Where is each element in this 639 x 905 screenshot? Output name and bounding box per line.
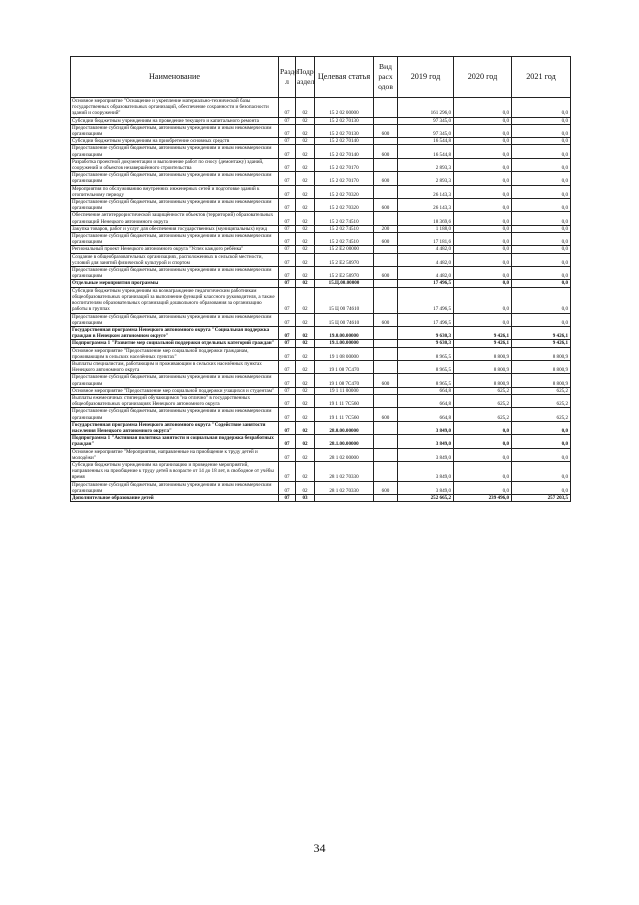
row-2020: 0,0 <box>454 253 512 266</box>
row-2020: 0,0 <box>454 461 512 481</box>
row-name: Мероприятия по обслуживанию внутренних инженерных сетей и подготовке зданий к отопительному периоду <box>71 185 279 198</box>
row-2021: 0,0 <box>512 313 571 326</box>
row-2021: 0,0 <box>512 145 571 158</box>
row-name: Отдельные мероприятия программы <box>71 280 279 287</box>
row-name: Государственная программа Ненецкого автономного округа "Социальная поддержка граждан в Ненецком автономном округе" <box>71 326 279 339</box>
row-2020: 9 426,1 <box>454 326 512 339</box>
row-2019: 4 482,0 <box>398 246 454 253</box>
row-target: 19 1 11 00000 <box>315 387 374 394</box>
table-row <box>71 394 571 407</box>
row-podrazdel: 02 <box>296 313 315 326</box>
row-vid <box>374 435 398 448</box>
row-2021: 0,0 <box>512 185 571 198</box>
row-vid <box>374 448 398 461</box>
table-row <box>71 253 571 266</box>
row-razdel: 07 <box>279 448 296 461</box>
row-name: Предоставление субсидий бюджетным, автономным учреждениям и иным некоммерческим организациям <box>71 145 279 158</box>
row-2019: 664,8 <box>398 387 454 394</box>
row-2020: 0,0 <box>454 145 512 158</box>
row-podrazdel: 02 <box>296 387 315 394</box>
row-vid <box>374 326 398 339</box>
row-vid: 600 <box>374 313 398 326</box>
row-vid <box>374 360 398 373</box>
row-razdel: 07 <box>279 340 296 347</box>
row-target: 19 1 11 7С560 <box>315 394 374 407</box>
row-vid <box>374 347 398 360</box>
row-2019: 8 965,5 <box>398 360 454 373</box>
row-vid: 600 <box>374 233 398 246</box>
row-razdel: 07 <box>279 124 296 137</box>
row-vid: 600 <box>374 374 398 387</box>
row-2020: 0,0 <box>454 246 512 253</box>
row-vid <box>374 138 398 145</box>
row-razdel: 07 <box>279 172 296 185</box>
row-name: Субсидии бюджетным учреждениям на вознаграждение педагогическим работникам общеобразовательных организаций за выполнение функций классного руководителя, а также воспитателям образовательных организаций дошкольного образования за организацию работы в группах <box>71 287 279 313</box>
row-razdel: 07 <box>279 387 296 394</box>
row-2021: 8 800,9 <box>512 360 571 373</box>
table-row <box>71 448 571 461</box>
row-2021: 8 800,9 <box>512 347 571 360</box>
row-podrazdel: 02 <box>296 435 315 448</box>
row-target: 15 Ц 00 74610 <box>315 313 374 326</box>
row-2021: 0,0 <box>512 199 571 212</box>
table-row <box>71 98 571 118</box>
row-2021: 0,0 <box>512 481 571 494</box>
row-vid: 600 <box>374 199 398 212</box>
row-name: Предоставление субсидий бюджетным, автономным учреждениям и иным некоммерческим организациям <box>71 313 279 326</box>
row-podrazdel: 03 <box>296 494 315 501</box>
row-vid: 600 <box>374 408 398 421</box>
row-podrazdel: 02 <box>296 225 315 232</box>
row-2019: 3 849,0 <box>398 461 454 481</box>
row-vid <box>374 185 398 198</box>
table-row <box>71 347 571 360</box>
row-target: 28 1 02 70330 <box>315 481 374 494</box>
row-2020: 0,0 <box>454 199 512 212</box>
row-2021: 0,0 <box>512 117 571 124</box>
row-2021: 0,0 <box>512 267 571 280</box>
row-target: 15 2 02 70130 <box>315 117 374 124</box>
row-2020: 8 800,9 <box>454 374 512 387</box>
row-target: 15 2 E2 50970 <box>315 253 374 266</box>
row-2020: 8 800,9 <box>454 347 512 360</box>
row-vid <box>374 158 398 171</box>
row-2020: 9 426,1 <box>454 340 512 347</box>
row-2020: 625,2 <box>454 408 512 421</box>
table-row <box>71 158 571 171</box>
row-2021: 257 203,5 <box>512 494 571 501</box>
row-razdel: 07 <box>279 158 296 171</box>
row-name: Подпрограмма 1 "Активная политика занятости и социальная поддержка безработных граждан" <box>71 435 279 448</box>
row-vid <box>374 117 398 124</box>
table-row <box>71 225 571 232</box>
row-2020: 0,0 <box>454 435 512 448</box>
row-2021: 0,0 <box>512 287 571 313</box>
row-podrazdel: 02 <box>296 481 315 494</box>
page-number: 34 <box>313 841 326 855</box>
row-vid: 200 <box>374 225 398 232</box>
row-podrazdel: 02 <box>296 326 315 339</box>
row-podrazdel: 02 <box>296 267 315 280</box>
row-2020: 239 496,0 <box>454 494 512 501</box>
row-target: 15 2 02 70140 <box>315 138 374 145</box>
row-2019: 2 893,3 <box>398 158 454 171</box>
row-target: 19 1 08 00000 <box>315 347 374 360</box>
row-2021: 8 800,9 <box>512 374 571 387</box>
row-razdel: 07 <box>279 185 296 198</box>
row-name: Предоставление субсидий бюджетным, автономным учреждениям и иным некоммерческим организациям <box>71 374 279 387</box>
row-target: 28.0.00.00000 <box>315 421 374 434</box>
table-row <box>71 326 571 339</box>
row-podrazdel: 02 <box>296 172 315 185</box>
row-name: Предоставление субсидий бюджетным, автономным учреждениям и иным некоммерческим организациям <box>71 233 279 246</box>
row-2019: 17 496,5 <box>398 280 454 287</box>
row-2021: 0,0 <box>512 212 571 225</box>
row-name: Государственная программа Ненецкого автономного округа "Содействие занятости населения Ненецкого автономного округа" <box>71 421 279 434</box>
row-name: Основное мероприятие "Оснащение и укрепление материально-технической базы государственных образовательных организаций, обеспечение сохранности и безопасности зданий и сооружений" <box>71 98 279 118</box>
row-target: 28 1 02 70330 <box>315 461 374 481</box>
row-2020: 0,0 <box>454 481 512 494</box>
row-razdel: 07 <box>279 326 296 339</box>
row-name: Предоставление субсидий бюджетным, автономным учреждениям и иным некоммерческим организациям <box>71 267 279 280</box>
row-target: 15 2 E2 50970 <box>315 267 374 280</box>
row-vid <box>374 280 398 287</box>
row-razdel: 07 <box>279 145 296 158</box>
row-name: Субсидии бюджетным учреждениям на приобретение основных средств <box>71 138 279 145</box>
row-2019: 2 893,3 <box>398 172 454 185</box>
row-name: Предоставление субсидий бюджетным, автономным учреждениям и иным некоммерческим организациям <box>71 199 279 212</box>
header-2020: 2020 год <box>454 57 512 98</box>
row-podrazdel: 02 <box>296 124 315 137</box>
row-name: Создание в общеобразовательных организациях, расположенных в сельской местности, условий для занятий физической культурой и спортом <box>71 253 279 266</box>
row-podrazdel: 02 <box>296 145 315 158</box>
row-vid <box>374 494 398 501</box>
row-name: Предоставление субсидий бюджетным, автономным учреждениям и иным некоммерческим организациям <box>71 408 279 421</box>
row-2021: 0,0 <box>512 448 571 461</box>
row-name: Выплаты ежемесячных стипендий обучающимся "на отлично" в государственных общеобразовательных организациях Ненецкого автономного округа <box>71 394 279 407</box>
table-header-row <box>71 57 571 98</box>
row-2020: 0,0 <box>454 158 512 171</box>
row-2020: 0,0 <box>454 448 512 461</box>
row-2019: 26 143,3 <box>398 185 454 198</box>
row-2020: 0,0 <box>454 313 512 326</box>
row-name: Региональный проект Ненецкого автономного округа "Успех каждого ребёнка" <box>71 246 279 253</box>
row-vid <box>374 461 398 481</box>
row-2019: 26 143,3 <box>398 199 454 212</box>
row-target: 15 2 02 74510 <box>315 233 374 246</box>
row-podrazdel: 02 <box>296 347 315 360</box>
row-name: Предоставление субсидий бюджетным, автономным учреждениям и иным некоммерческим организациям <box>71 481 279 494</box>
row-2019: 97 345,0 <box>398 124 454 137</box>
table-row <box>71 340 571 347</box>
row-2019: 8 965,5 <box>398 347 454 360</box>
header-name: Наименование <box>71 57 279 98</box>
row-razdel: 07 <box>279 374 296 387</box>
row-target: 15 2 02 00000 <box>315 98 374 118</box>
row-podrazdel: 02 <box>296 199 315 212</box>
header-target: Целевая статья <box>315 57 374 98</box>
row-vid <box>374 340 398 347</box>
row-2021: 625,2 <box>512 387 571 394</box>
row-vid <box>374 98 398 118</box>
row-2021: 0,0 <box>512 461 571 481</box>
row-podrazdel: 02 <box>296 212 315 225</box>
row-target: 19.0.00.00000 <box>315 326 374 339</box>
row-2019: 18 369,6 <box>398 212 454 225</box>
row-2019: 16 544,8 <box>398 138 454 145</box>
row-2020: 0,0 <box>454 185 512 198</box>
row-2020: 0,0 <box>454 172 512 185</box>
row-2019: 8 965,5 <box>398 374 454 387</box>
row-razdel: 07 <box>279 233 296 246</box>
row-podrazdel: 02 <box>296 253 315 266</box>
row-target: 15 2 02 70170 <box>315 172 374 185</box>
row-2021: 0,0 <box>512 98 571 118</box>
row-name: Подпрограмма 1 "Развитие мер социальной поддержки отдельных категорий граждан" <box>71 340 279 347</box>
row-2020: 8 800,9 <box>454 360 512 373</box>
row-podrazdel: 02 <box>296 158 315 171</box>
row-2019: 3 849,0 <box>398 481 454 494</box>
row-2021: 625,2 <box>512 408 571 421</box>
row-2021: 0,0 <box>512 421 571 434</box>
row-vid <box>374 421 398 434</box>
row-2019: 9 630,3 <box>398 340 454 347</box>
row-2019: 664,8 <box>398 408 454 421</box>
budget-table <box>70 56 571 502</box>
row-razdel: 07 <box>279 481 296 494</box>
row-2020: 0,0 <box>454 212 512 225</box>
row-razdel: 07 <box>279 494 296 501</box>
row-name: Субсидии бюджетным учреждениям на организацию и проведение мероприятий, направленных на приобщение к труду детей в возрасте от 14 до 18 лет, в свободное от учёбы время <box>71 461 279 481</box>
row-podrazdel: 02 <box>296 287 315 313</box>
row-2019: 16 544,8 <box>398 145 454 158</box>
row-podrazdel: 02 <box>296 185 315 198</box>
row-2020: 0,0 <box>454 225 512 232</box>
row-target: 28 1 02 00000 <box>315 448 374 461</box>
row-target: 15 2 02 74510 <box>315 225 374 232</box>
row-name: Предоставление субсидий бюджетным, автономным учреждениям и иным некоммерческим организациям <box>71 124 279 137</box>
row-target: 15 2 02 70140 <box>315 145 374 158</box>
table-row <box>71 267 571 280</box>
row-razdel: 07 <box>279 199 296 212</box>
row-2021: 0,0 <box>512 435 571 448</box>
row-2020: 625,2 <box>454 394 512 407</box>
row-2019: 664,8 <box>398 394 454 407</box>
row-razdel: 07 <box>279 313 296 326</box>
row-vid <box>374 246 398 253</box>
row-2020: 0,0 <box>454 124 512 137</box>
row-target: 19 1 08 7С470 <box>315 360 374 373</box>
row-vid: 600 <box>374 124 398 137</box>
table-row <box>71 494 571 501</box>
row-target: 19.1.00.00000 <box>315 340 374 347</box>
row-razdel: 07 <box>279 98 296 118</box>
table-row <box>71 246 571 253</box>
row-2019: 161 296,0 <box>398 98 454 118</box>
header-razdel: Разде л <box>279 57 296 98</box>
table-row <box>71 421 571 434</box>
table-row <box>71 199 571 212</box>
row-2019: 1 188,0 <box>398 225 454 232</box>
row-vid <box>374 253 398 266</box>
row-vid <box>374 287 398 313</box>
table-row <box>71 117 571 124</box>
header-2021: 2021 год <box>512 57 571 98</box>
row-2020: 625,2 <box>454 387 512 394</box>
row-podrazdel: 02 <box>296 421 315 434</box>
row-razdel: 07 <box>279 280 296 287</box>
row-2021: 0,0 <box>512 124 571 137</box>
row-name: Основное мероприятие "Мероприятия, направленные на приобщение к труду детей и молодёжи" <box>71 448 279 461</box>
table-row <box>71 313 571 326</box>
row-razdel: 07 <box>279 461 296 481</box>
table-row <box>71 212 571 225</box>
row-vid: 600 <box>374 267 398 280</box>
row-vid <box>374 212 398 225</box>
row-razdel: 07 <box>279 421 296 434</box>
table-row <box>71 461 571 481</box>
row-razdel: 07 <box>279 267 296 280</box>
row-2021: 0,0 <box>512 246 571 253</box>
table-row <box>71 185 571 198</box>
row-target: 15 2 02 70320 <box>315 185 374 198</box>
row-2020: 0,0 <box>454 117 512 124</box>
row-podrazdel: 02 <box>296 461 315 481</box>
row-name: Основное мероприятие "Предоставление мер социальной поддержки учащихся и студентам" <box>71 387 279 394</box>
row-razdel: 07 <box>279 117 296 124</box>
row-razdel: 07 <box>279 253 296 266</box>
row-name: Предоставление субсидий бюджетным, автономным учреждениям и иным некоммерческим организациям <box>71 172 279 185</box>
row-2019: 4 482,0 <box>398 267 454 280</box>
row-target: 15 2 02 70320 <box>315 199 374 212</box>
row-2019: 97 345,0 <box>398 117 454 124</box>
row-name: Основное мероприятие "Предоставление мер социальной поддержки гражданам, проживающим в сельских населённых пунктах" <box>71 347 279 360</box>
table-row <box>71 374 571 387</box>
row-target: 19 1 08 7С470 <box>315 374 374 387</box>
table-row <box>71 233 571 246</box>
row-2019: 4 482,0 <box>398 253 454 266</box>
row-2019: 3 849,0 <box>398 421 454 434</box>
row-target <box>315 494 374 501</box>
table-row <box>71 481 571 494</box>
table-row <box>71 435 571 448</box>
row-razdel: 07 <box>279 246 296 253</box>
table-row <box>71 408 571 421</box>
row-name: Разработка проектной документации и выполнение работ по сносу (демонтажу) зданий, сооружений и объектов незавершённого строительства <box>71 158 279 171</box>
row-name: Дополнительное образование детей <box>71 494 279 501</box>
row-razdel: 07 <box>279 138 296 145</box>
row-razdel: 07 <box>279 394 296 407</box>
row-podrazdel: 02 <box>296 374 315 387</box>
row-podrazdel: 02 <box>296 448 315 461</box>
row-vid <box>374 387 398 394</box>
row-name: Закупка товаров, работ и услуг для обеспечения государственных (муниципальных) нужд <box>71 225 279 232</box>
row-podrazdel: 02 <box>296 408 315 421</box>
row-podrazdel: 02 <box>296 98 315 118</box>
row-target: 15 2 02 70170 <box>315 158 374 171</box>
row-vid: 600 <box>374 145 398 158</box>
row-razdel: 07 <box>279 347 296 360</box>
row-podrazdel: 02 <box>296 280 315 287</box>
row-target: 15 2 E2 00000 <box>315 246 374 253</box>
row-razdel: 07 <box>279 360 296 373</box>
row-vid: 600 <box>374 481 398 494</box>
row-2021: 625,2 <box>512 394 571 407</box>
table-row <box>71 387 571 394</box>
row-podrazdel: 02 <box>296 246 315 253</box>
row-razdel: 07 <box>279 225 296 232</box>
table-row <box>71 138 571 145</box>
row-razdel: 07 <box>279 408 296 421</box>
row-podrazdel: 02 <box>296 138 315 145</box>
row-target: 28.1.00.00000 <box>315 435 374 448</box>
row-podrazdel: 02 <box>296 117 315 124</box>
row-vid: 600 <box>374 172 398 185</box>
row-2021: 9 426,1 <box>512 340 571 347</box>
row-2020: 0,0 <box>454 267 512 280</box>
row-2021: 0,0 <box>512 253 571 266</box>
row-2021: 0,0 <box>512 172 571 185</box>
row-2021: 0,0 <box>512 138 571 145</box>
row-target: 15 2 02 74510 <box>315 212 374 225</box>
row-2019: 3 849,0 <box>398 448 454 461</box>
row-2020: 0,0 <box>454 280 512 287</box>
row-2021: 0,0 <box>512 158 571 171</box>
row-2021: 0,0 <box>512 225 571 232</box>
row-podrazdel: 02 <box>296 233 315 246</box>
row-2020: 0,0 <box>454 287 512 313</box>
row-podrazdel: 02 <box>296 340 315 347</box>
table-row <box>71 145 571 158</box>
row-2021: 9 426,1 <box>512 326 571 339</box>
row-name: Субсидии бюджетным учреждениям на проведение текущего и капитального ремонта <box>71 117 279 124</box>
row-razdel: 07 <box>279 287 296 313</box>
row-2021: 0,0 <box>512 280 571 287</box>
header-vid: Вид расх одов <box>374 57 398 98</box>
table-row <box>71 172 571 185</box>
row-razdel: 07 <box>279 435 296 448</box>
table-row <box>71 360 571 373</box>
row-podrazdel: 02 <box>296 394 315 407</box>
table-row <box>71 287 571 313</box>
table-row <box>71 280 571 287</box>
row-2019: 17 496,5 <box>398 287 454 313</box>
table-row <box>71 124 571 137</box>
row-2020: 0,0 <box>454 138 512 145</box>
row-name: Выплаты специалистам, работающим и проживающим в сельских населённых пунктах Ненецкого автономного округа <box>71 360 279 373</box>
row-name: Обеспечение антитеррористической защищённости объектов (территорий) образовательных организаций Ненецкого автономного округа <box>71 212 279 225</box>
row-podrazdel: 02 <box>296 360 315 373</box>
row-vid <box>374 394 398 407</box>
row-target: 15.Ц.00.00000 <box>315 280 374 287</box>
header-podrazdel: Подр аздел <box>296 57 315 98</box>
row-2020: 0,0 <box>454 421 512 434</box>
row-target: 19 1 11 7С560 <box>315 408 374 421</box>
row-2019: 3 849,0 <box>398 435 454 448</box>
row-2019: 9 630,3 <box>398 326 454 339</box>
header-2019: 2019 год <box>398 57 454 98</box>
row-razdel: 07 <box>279 212 296 225</box>
row-2020: 0,0 <box>454 98 512 118</box>
row-2019: 252 665,2 <box>398 494 454 501</box>
row-2021: 0,0 <box>512 233 571 246</box>
row-2019: 17 496,5 <box>398 313 454 326</box>
row-target: 15 2 02 70130 <box>315 124 374 137</box>
row-2020: 0,0 <box>454 233 512 246</box>
row-target: 15 Ц 00 74610 <box>315 287 374 313</box>
row-2019: 17 181,6 <box>398 233 454 246</box>
